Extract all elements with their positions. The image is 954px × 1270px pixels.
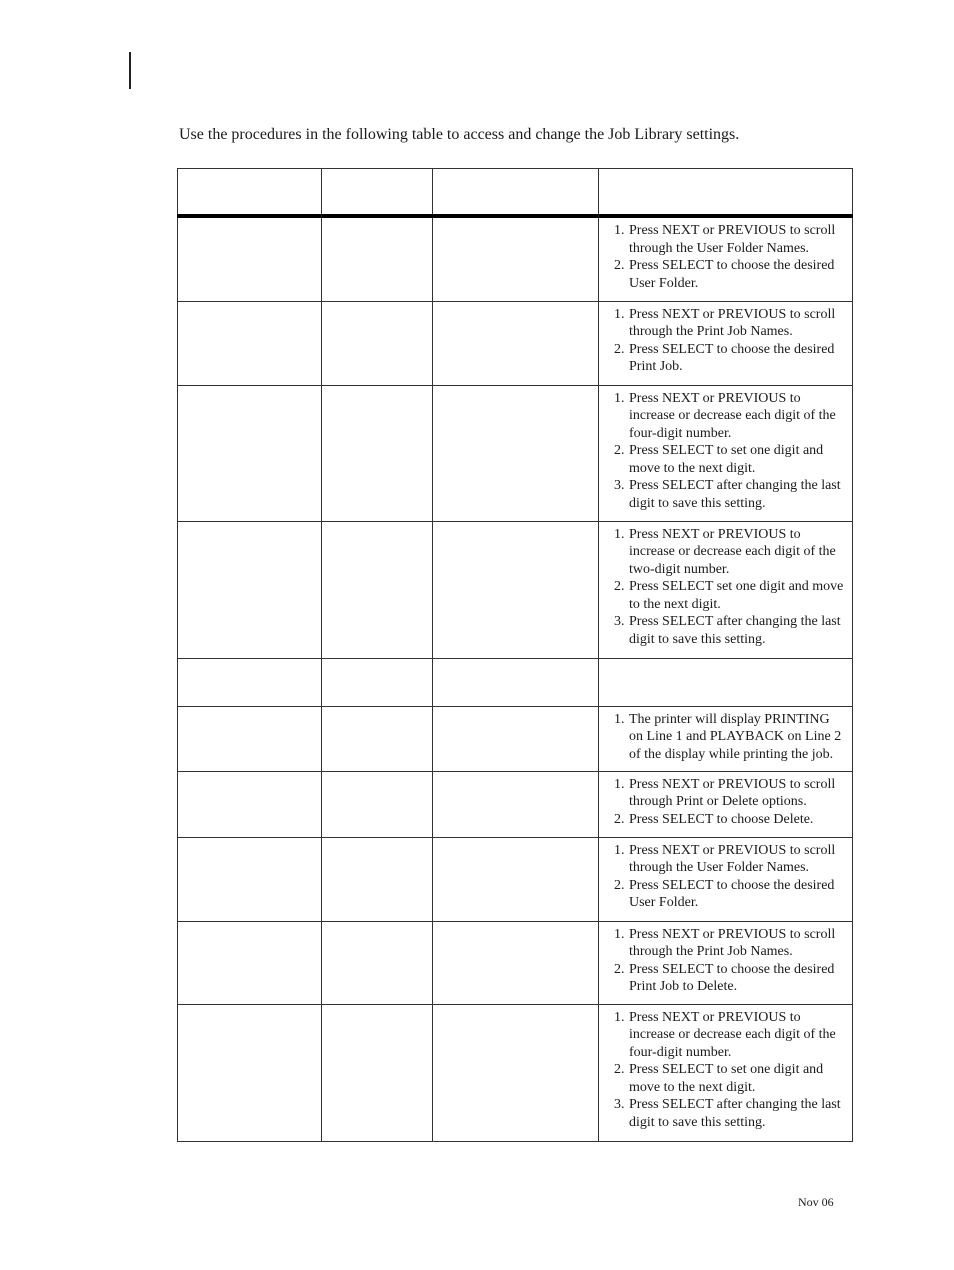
table-cell (433, 301, 599, 385)
table-cell (433, 385, 599, 521)
table-row (178, 216, 853, 301)
table-cell (322, 216, 433, 301)
procedure-step: 1. Press NEXT or PREVIOUS to scroll through the User Folder Names. (628, 842, 846, 877)
procedure-step: 3. Press SELECT after changing the last digit to save this setting. (628, 477, 846, 512)
procedure-step: 2. Press SELECT set one digit and move to the next digit. (628, 578, 846, 613)
procedure-steps (614, 222, 846, 292)
header-cell (178, 169, 322, 217)
procedure-steps (614, 306, 846, 376)
procedure-step: 2. Press SELECT to choose the desired User Folder. (628, 257, 846, 292)
procedure-cell (599, 706, 853, 771)
table-cell (433, 706, 599, 771)
table-cell (322, 521, 433, 658)
procedure-step: 1. Press NEXT or PREVIOUS to increase or decrease each digit of the four-digit number. (628, 1009, 846, 1062)
procedure-steps (614, 526, 846, 649)
header-cell (433, 169, 599, 217)
procedure-cell (599, 771, 853, 837)
procedure-step: 2. Press SELECT to set one digit and move to the next digit. (628, 1061, 846, 1096)
procedure-step: 1. Press NEXT or PREVIOUS to scroll through the Print Job Names. (628, 926, 846, 961)
margin-change-bar (129, 52, 131, 89)
table-row (178, 1004, 853, 1141)
table-cell (178, 216, 322, 301)
table-cell (322, 771, 433, 837)
footer-date: Nov 06 (798, 1195, 834, 1209)
procedure-step: 2. Press SELECT to choose the desired User Folder. (628, 877, 846, 912)
procedure-step: 2. Press SELECT to choose Delete. (628, 811, 846, 829)
procedure-step: 1. Press NEXT or PREVIOUS to scroll through the User Folder Names. (628, 222, 846, 257)
table-cell (433, 921, 599, 1004)
table-cell (178, 385, 322, 521)
procedure-step: 1. The printer will display PRINTING on Line 1 and PLAYBACK on Line 2 of the display while printing the job. (628, 711, 846, 764)
table-cell (322, 385, 433, 521)
intro-text: Use the procedures in the following table to access and change the Job Library settings. (179, 126, 740, 143)
procedure-step: 1. Press NEXT or PREVIOUS to scroll through Print or Delete options. (628, 776, 846, 811)
procedure-cell (599, 385, 853, 521)
procedure-cell (599, 521, 853, 658)
table-cell (178, 921, 322, 1004)
table-cell (322, 921, 433, 1004)
table-cell (178, 771, 322, 837)
table-cell (433, 216, 599, 301)
table-row (178, 385, 853, 521)
table-cell (322, 301, 433, 385)
procedure-step: 1. Press NEXT or PREVIOUS to increase or decrease each digit of the four-digit number. (628, 390, 846, 443)
table-cell (322, 837, 433, 921)
procedure-step: 1. Press NEXT or PREVIOUS to scroll through the Print Job Names. (628, 306, 846, 341)
table-cell (433, 658, 599, 706)
procedure-steps (614, 926, 846, 996)
table-cell (178, 706, 322, 771)
table-row (178, 301, 853, 385)
procedure-steps (614, 776, 846, 829)
procedure-cell (599, 216, 853, 301)
procedure-steps (614, 390, 846, 513)
procedure-steps (614, 1009, 846, 1132)
table-cell (433, 1004, 599, 1141)
procedure-steps (614, 842, 846, 912)
table-body (178, 216, 853, 1141)
table-cell (178, 301, 322, 385)
table-row (178, 521, 853, 658)
table-cell (433, 837, 599, 921)
procedure-cell (599, 1004, 853, 1141)
job-library-table (177, 168, 853, 1142)
table-cell (322, 658, 433, 706)
procedure-steps (614, 711, 846, 764)
table-cell (178, 658, 322, 706)
table-row (178, 658, 853, 706)
table-row (178, 706, 853, 771)
header-cell (599, 169, 853, 217)
procedure-cell (599, 837, 853, 921)
table-cell (322, 706, 433, 771)
table-cell (322, 1004, 433, 1141)
table-cell (433, 521, 599, 658)
header-cell (322, 169, 433, 217)
procedure-step: 2. Press SELECT to choose the desired Print Job to Delete. (628, 961, 846, 996)
procedure-step: 1. Press NEXT or PREVIOUS to increase or decrease each digit of the two-digit number. (628, 526, 846, 579)
table-header-row (178, 169, 853, 217)
table-cell (433, 771, 599, 837)
table-row (178, 837, 853, 921)
procedure-step: 3. Press SELECT after changing the last digit to save this setting. (628, 1096, 846, 1131)
procedure-cell (599, 921, 853, 1004)
procedure-step: 2. Press SELECT to choose the desired Print Job. (628, 341, 846, 376)
table-row (178, 921, 853, 1004)
table-cell (178, 1004, 322, 1141)
table-row (178, 771, 853, 837)
procedure-cell (599, 658, 853, 706)
procedure-step: 3. Press SELECT after changing the last digit to save this setting. (628, 613, 846, 648)
table-cell (178, 521, 322, 658)
table-cell (178, 837, 322, 921)
procedure-step: 2. Press SELECT to set one digit and move to the next digit. (628, 442, 846, 477)
procedure-cell (599, 301, 853, 385)
